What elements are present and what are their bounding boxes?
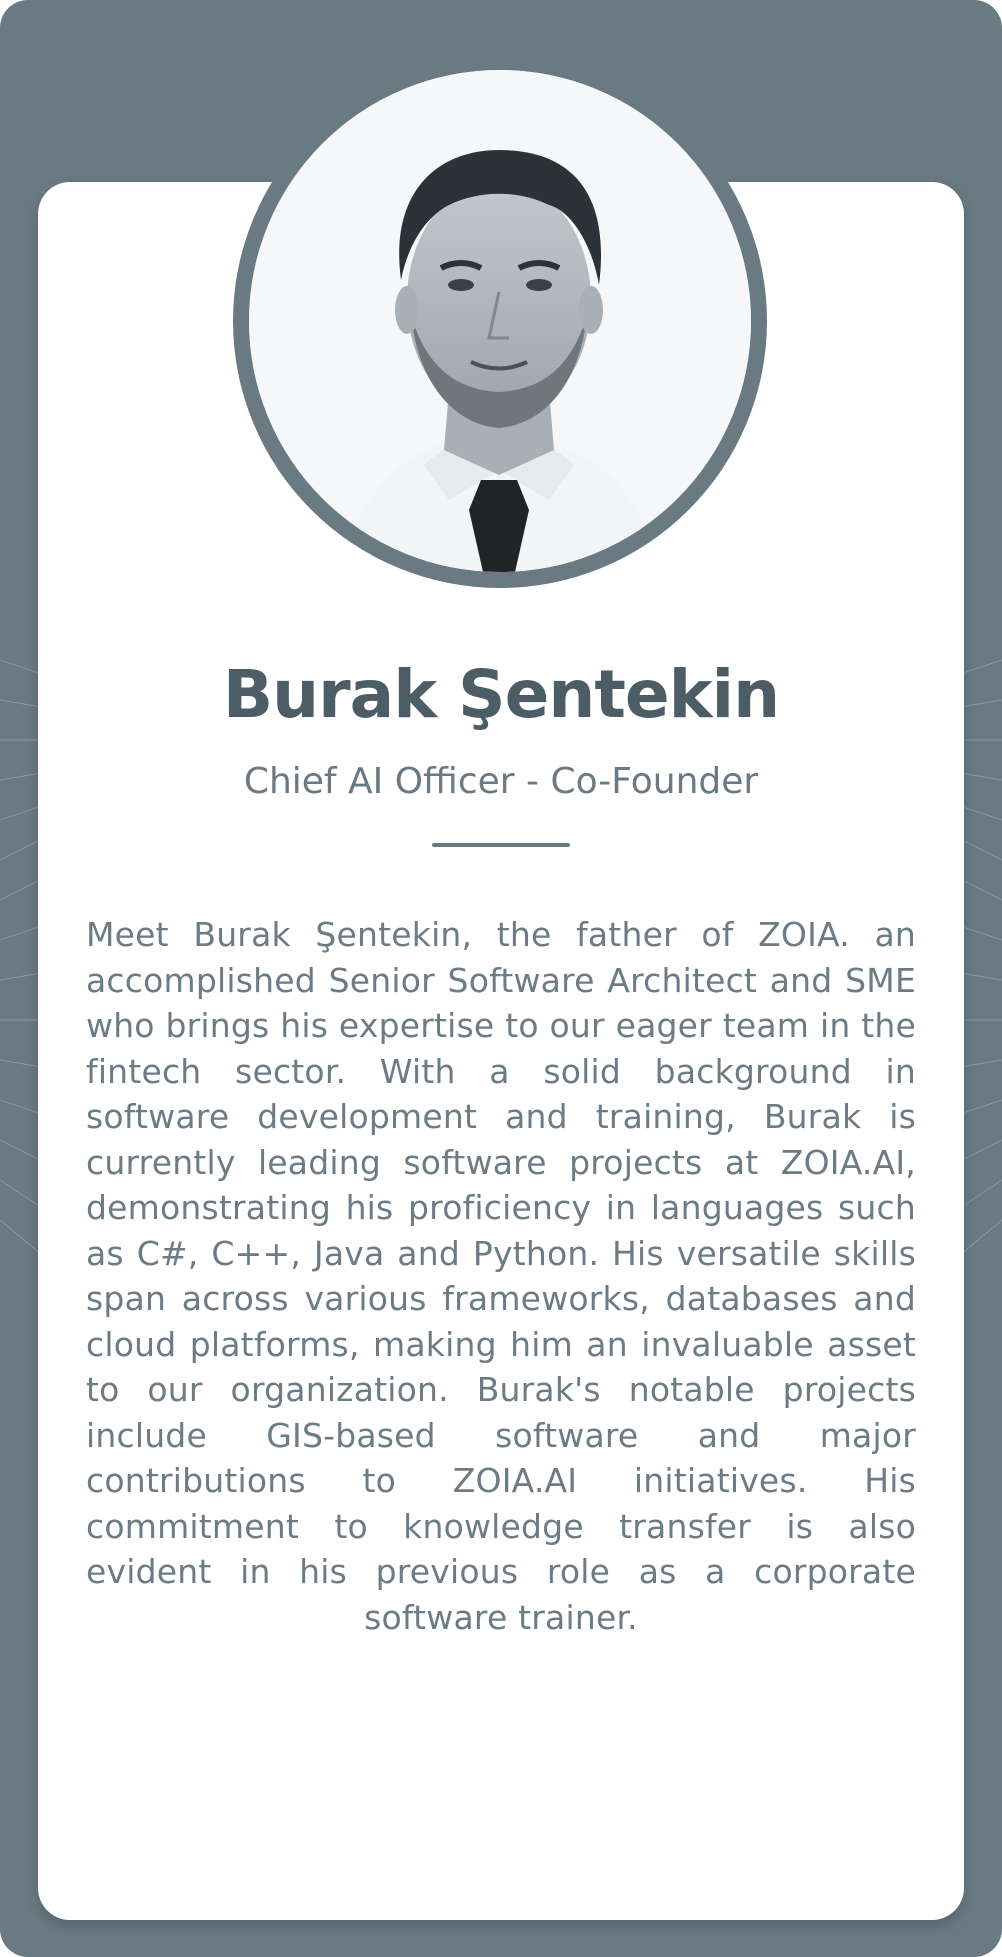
person-bio: Meet Burak Şentekin, the father of ZOIA. an accomplished Senior Software Architect and SME who brings his expertise to our eager team in the fintech sector. With a solid background in software development and training, Burak is currently leading software projects at ZOIA.AI, demonstrating his proficiency in languages such as C#, C++, Java and Python. His versatile skills span across various frameworks, databases and cloud platforms, making him an invaluable asset to our organization. Burak's notable projects include GIS-based software and major contributions to ZOIA.AI initiatives. His commitment to knowledge transfer is also evident in his previous role as a corporate software trainer. — [86, 915, 916, 1637]
avatar-photo — [249, 70, 751, 572]
person-role: Chief AI Officer - Co-Founder — [243, 761, 759, 802]
divider — [432, 843, 570, 847]
avatar — [233, 54, 767, 588]
person-portrait-icon — [249, 70, 751, 572]
person-name: Burak Şentekin — [222, 656, 780, 733]
